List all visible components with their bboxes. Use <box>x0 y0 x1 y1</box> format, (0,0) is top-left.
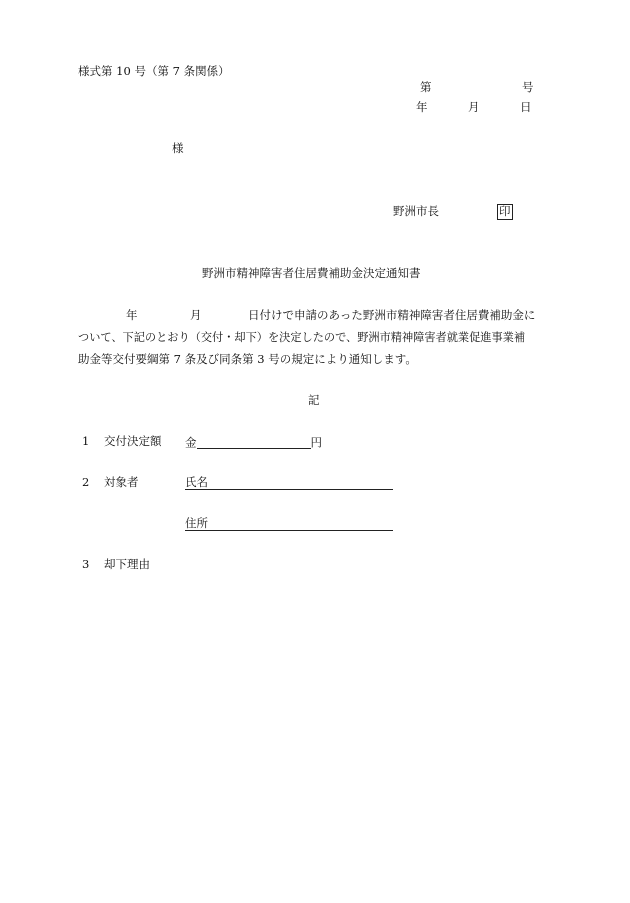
body-line1: 日付けで申請のあった野洲市精神障害者住居費補助金に <box>248 308 536 322</box>
address-field <box>185 518 393 531</box>
item-2-number: 2 <box>82 475 90 489</box>
date-day: 日 <box>520 100 532 114</box>
document-title: 野洲市精神障害者住居費補助金決定通知書 <box>202 266 421 280</box>
name-label: 氏名 <box>185 475 208 489</box>
form-number: 様式第 10 号（第 7 条関係） <box>78 64 230 78</box>
name-field <box>185 477 393 490</box>
addressee-suffix: 様 <box>172 141 184 155</box>
item-3-label: 却下理由 <box>104 557 150 571</box>
body-month: 月 <box>190 308 202 322</box>
doc-number-go: 号 <box>522 80 534 94</box>
ki-heading: 記 <box>308 393 320 407</box>
body-line3: 助金等交付要綱第 7 条及び同条第 3 号の規定により通知します。 <box>78 352 417 366</box>
item-2-label: 対象者 <box>104 475 139 489</box>
item-1-label: 交付決定額 <box>104 434 162 448</box>
issuer-title: 野洲市長 <box>393 204 439 218</box>
address-label: 住所 <box>185 516 208 530</box>
body-year: 年 <box>126 308 138 322</box>
doc-number-dai: 第 <box>420 80 432 94</box>
amount-suffix: 円 <box>310 435 322 450</box>
name-blank <box>208 477 393 490</box>
address-blank <box>208 518 393 531</box>
item-3-number: 3 <box>82 557 90 571</box>
seal-mark: 印 <box>499 204 511 218</box>
issuer-seal <box>497 204 513 220</box>
body-line2: ついて、下記のとおり（交付・却下）を決定したので、野洲市精神障害者就業促進事業補 <box>78 331 526 344</box>
amount-blank <box>197 436 311 449</box>
item-1-amount <box>185 436 322 449</box>
date-year: 年 <box>416 100 428 114</box>
date-month: 月 <box>468 100 480 114</box>
item-1-number: 1 <box>82 434 90 448</box>
amount-prefix: 金 <box>185 435 197 450</box>
